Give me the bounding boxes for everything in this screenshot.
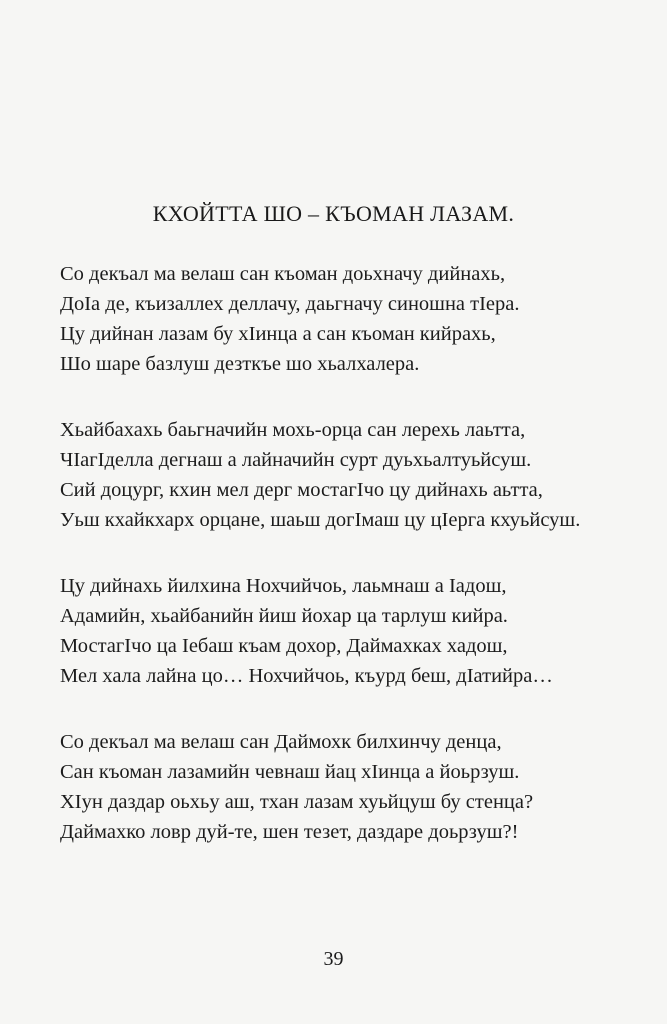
poem-title: КХОЙТТА ШО – КЪОМАН ЛАЗАМ. — [152, 201, 515, 226]
poem-line: МостагIчо ца Iебаш къам дохор, Даймахках хадош, — [60, 635, 508, 657]
poem-line: ДоIа де, къизаллех деллачу, даьгначу синошна тIера. — [60, 293, 520, 315]
poem-line: Уьш кхайкхарх орцане, шаьш догIмаш цу цIерга кхуьйсуш. — [60, 509, 581, 531]
stanza-4 — [60, 727, 640, 847]
stanza-1 — [60, 259, 640, 379]
poem-line: Шо шаре базлуш дезткъе шо хьалхалера. — [60, 353, 420, 375]
poem-line: Цу дийнахь йилхина Нохчийчоь, лаьмнаш а Iадош, — [60, 575, 507, 597]
poem-line: Со декъал ма велаш сан Даймохк билхинчу денца, — [60, 731, 502, 753]
stanza-2 — [60, 415, 640, 535]
poem-line: Сан къоман лазамийн чевнаш йац хIинца а йоьрзуш. — [60, 761, 520, 783]
poem-line: Мел хала лайна цо… Нохчийчоь, къурд беш, дIатийра… — [60, 665, 553, 687]
poem-line: Хьайбахахь баьгначийн мохь-орца сан лерехь лаьтта, — [60, 419, 526, 441]
poem-line: ЧIагIделла дегнаш а лайначийн сурт дуьхьалтуьйсуш. — [60, 449, 532, 471]
poem-line: ХIун даздар оьхьу аш, тхан лазам хуьйцуш бу стенца? — [60, 791, 534, 813]
poem-line: Со декъал ма велаш сан къоман доьхначу дийнахь, — [60, 263, 506, 285]
stanza-3 — [60, 571, 640, 691]
page-number: 39 — [323, 948, 344, 970]
poem-line: Цу дийнан лазам бу хIинца а сан къоман кийрахь, — [60, 323, 496, 345]
poem-body — [60, 259, 640, 883]
poem-line: Даймахко ловр дуй-те, шен тезет, даздаре доьрзуш?! — [60, 821, 519, 843]
poem-line: Адамийн, хьайбанийн йиш йохар ца тарлуш кийра. — [60, 605, 508, 627]
poem-line: Сий доцург, кхин мел дерг мостагIчо цу дийнахь аьтта, — [60, 479, 543, 501]
